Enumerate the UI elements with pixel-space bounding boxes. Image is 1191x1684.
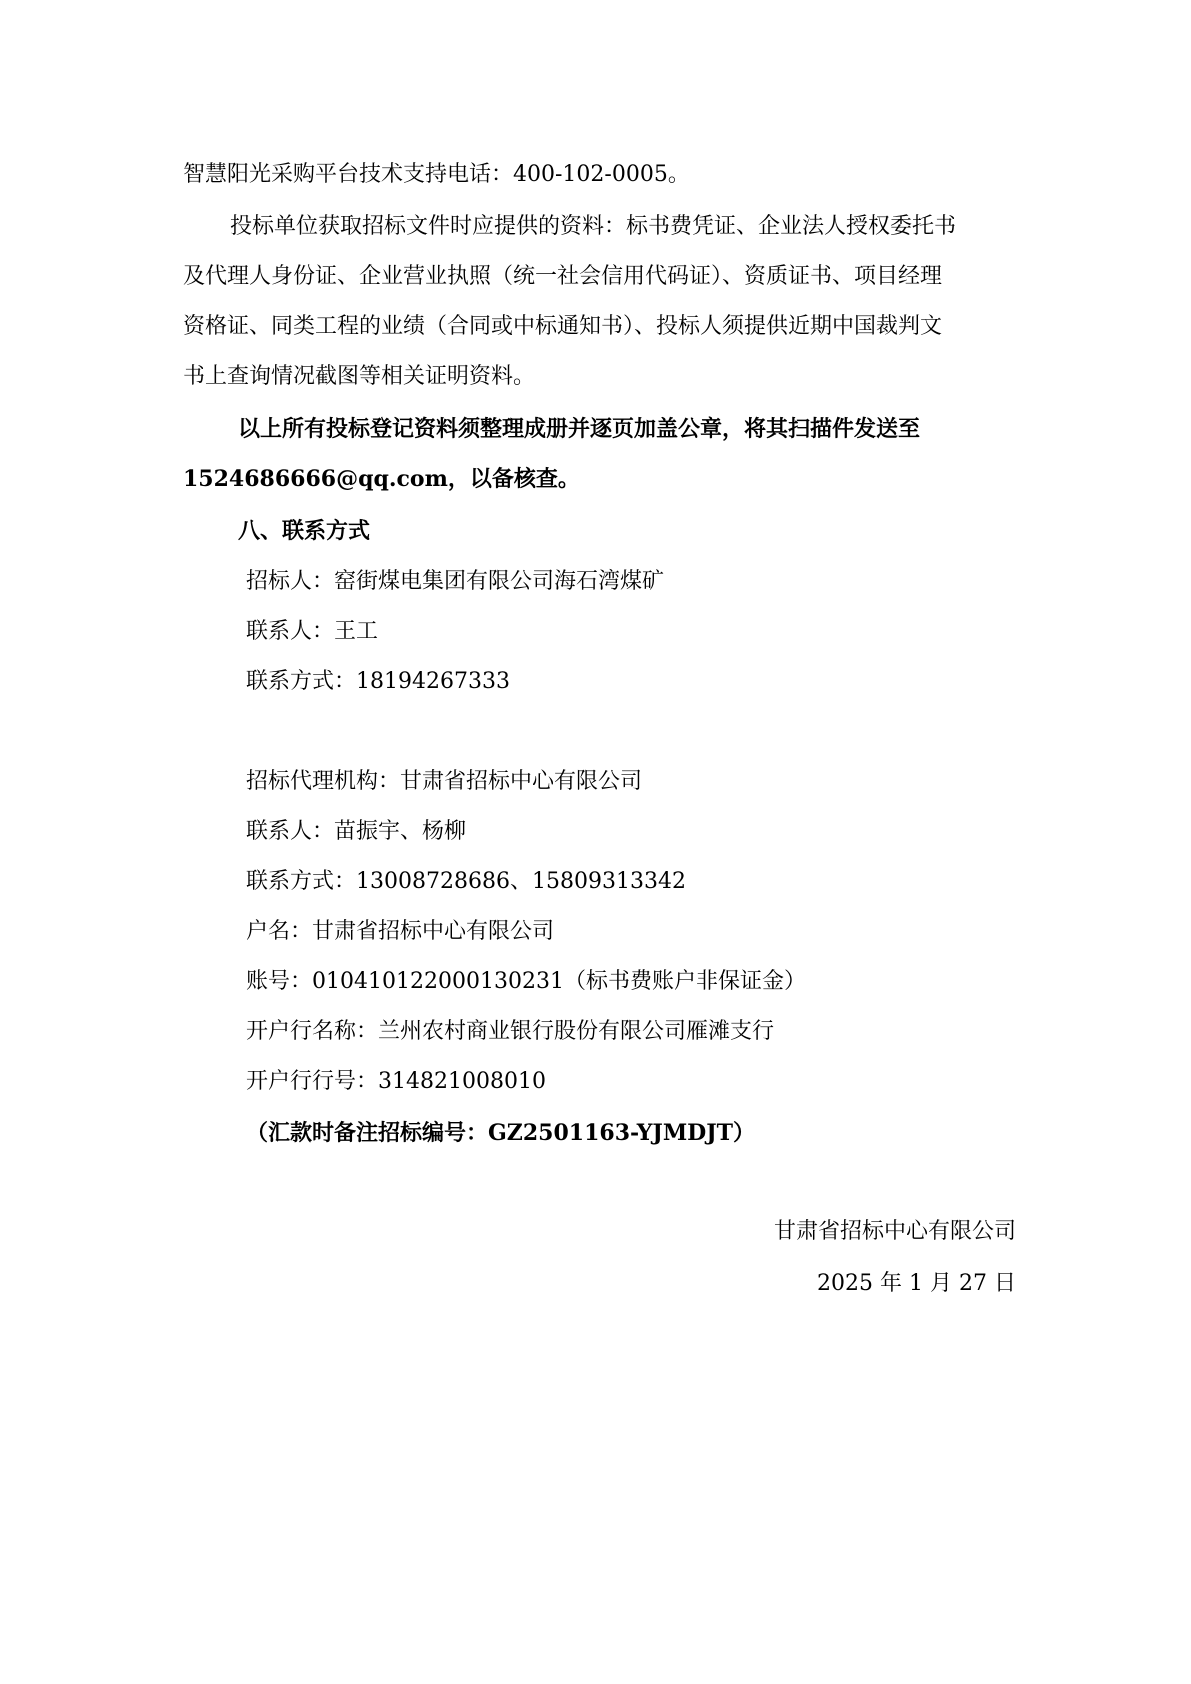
agency-name: 招标代理机构：甘肃省招标中心有限公司 <box>246 769 643 794</box>
tenderer-name: 招标人：窑街煤电集团有限公司海石湾煤矿 <box>246 569 665 594</box>
tenderer-contact-phone: 联系方式：18194267333 <box>246 669 510 694</box>
tenderer-contact-person: 联系人：王工 <box>246 619 379 644</box>
tech-support-line: 智慧阳光采购平台技术支持电话：400-102-0005。 <box>183 162 690 187</box>
signature-date: 2025 年 1 月 27 日 <box>817 1271 1016 1296</box>
section-heading: 八、联系方式 <box>238 518 371 544</box>
agency-account-number: 账号：010410122000130231（标书费账户非保证金） <box>246 969 806 994</box>
agency-contact-phone: 联系方式：13008728686、15809313342 <box>246 869 686 894</box>
signature-company: 甘肃省招标中心有限公司 <box>773 1219 1016 1244</box>
materials-paragraph-line-1: 投标单位获取招标文件时应提供的资料：标书费凭证、企业法人授权委托书 <box>230 214 957 239</box>
materials-paragraph-line-2: 及代理人身份证、企业营业执照（统一社会信用代码证）、资质证书、项目经理 <box>183 264 943 289</box>
remittance-note: （汇款时备注招标编号：GZ2501163-YJMDJT） <box>246 1120 756 1146</box>
materials-paragraph-line-4: 书上查询情况截图等相关证明资料。 <box>183 364 536 389</box>
agency-contact-person: 联系人：苗振宇、杨柳 <box>246 819 467 844</box>
agency-bank-name: 开户行名称：兰州农村商业银行股份有限公司雁滩支行 <box>246 1019 775 1044</box>
materials-paragraph-line-3: 资格证、同类工程的业绩（合同或中标通知书）、投标人须提供近期中国裁判文 <box>183 314 943 339</box>
agency-bank-code: 开户行行号：314821008010 <box>246 1069 546 1094</box>
bold-notice-line-2: 1524686666@qq.com，以备核查。 <box>183 466 580 492</box>
bold-notice-line-1: 以上所有投标登记资料须整理成册并逐页加盖公章，将其扫描件发送至 <box>238 416 921 442</box>
agency-account-name: 户名：甘肃省招标中心有限公司 <box>246 919 555 944</box>
